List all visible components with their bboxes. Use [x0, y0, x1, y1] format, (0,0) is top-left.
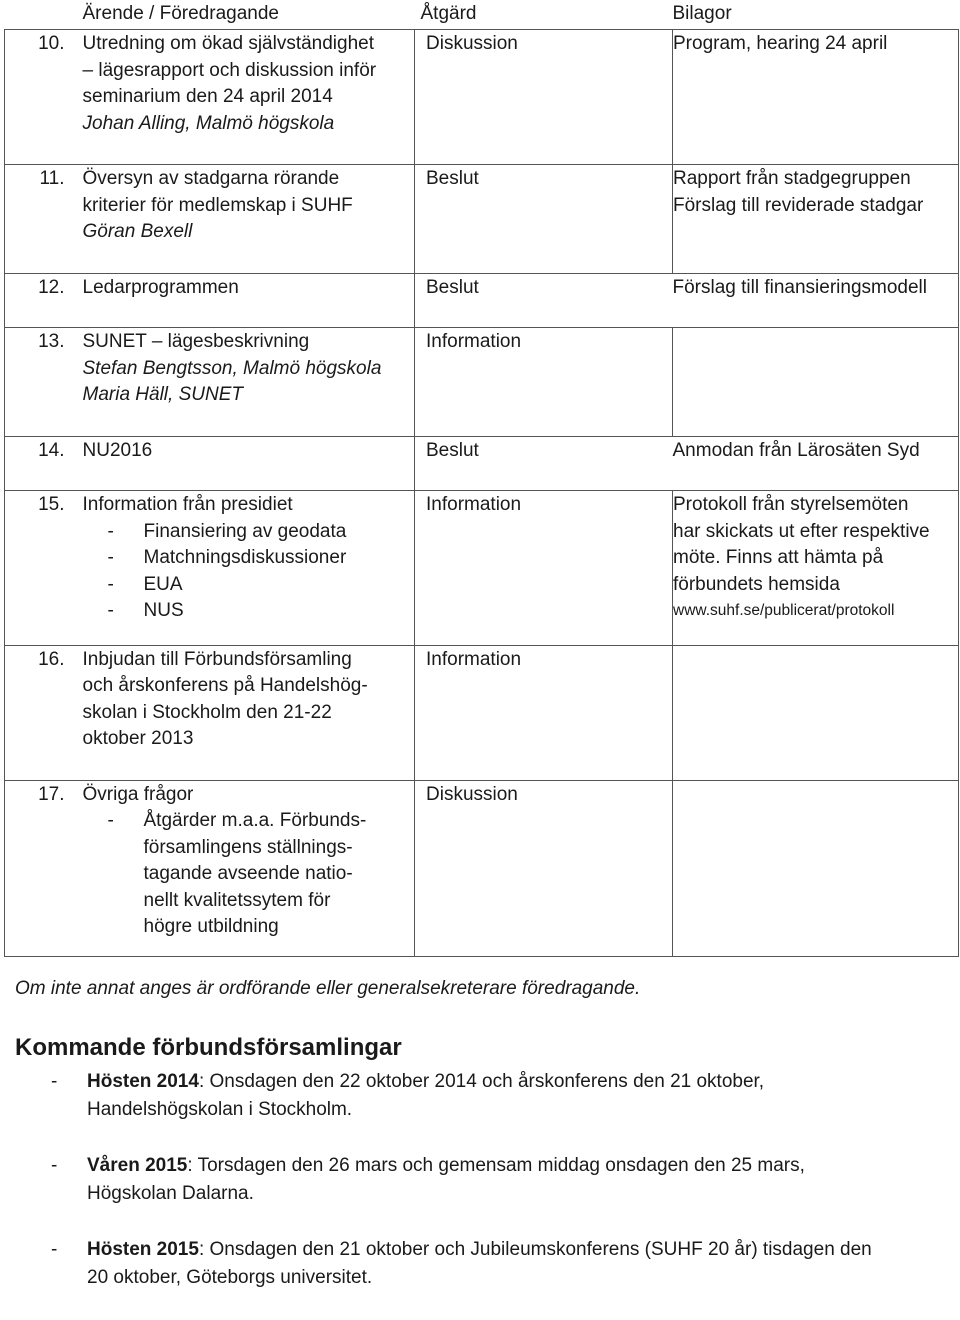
item-attachments	[673, 780, 959, 956]
item-number: 10.	[5, 30, 73, 165]
item-attachments	[673, 165, 959, 274]
item-title	[73, 645, 415, 780]
attachment-line: har skickats ut efter respektive	[673, 520, 930, 542]
item-attachments	[673, 328, 959, 437]
item-action: Diskussion	[415, 780, 673, 956]
table-row	[5, 30, 959, 165]
table-row	[5, 491, 959, 646]
attachment-line: förbundets hemsida	[673, 573, 840, 595]
title-line: Översyn av stadgarna rörande	[82, 168, 340, 189]
attachment-link[interactable]: www.suhf.se/publicerat/protokoll	[673, 602, 895, 619]
item-action: Information	[415, 645, 673, 780]
title-line: Information från presidiet	[82, 494, 293, 515]
table-row	[5, 436, 959, 491]
item-title	[73, 328, 415, 437]
presenter: Johan Alling, Malmö högskola	[82, 112, 335, 134]
presenter: Göran Bexell	[82, 221, 193, 242]
header-attachments: Bilagor	[673, 0, 959, 30]
item-action: Beslut	[415, 165, 673, 274]
bullet-item: - Finansiering av geodata	[107, 520, 347, 542]
item-action: Beslut	[415, 436, 673, 491]
agenda-table	[4, 0, 959, 957]
item-attachments: Anmodan från Lärosäten Syd	[673, 436, 959, 491]
item-title: Ledarprogrammen	[73, 273, 415, 328]
header-num	[5, 0, 73, 30]
item-title	[73, 491, 415, 646]
item-attachments: Förslag till finansieringsmodell	[673, 273, 959, 328]
item-number: 15.	[5, 491, 73, 646]
item-number: 16.	[5, 645, 73, 780]
title-line: kriterier för medlemskap i SUHF	[82, 194, 353, 216]
bullet-item: - NUS	[107, 600, 184, 621]
bullet-list	[83, 519, 415, 625]
title-line: Övriga frågor	[82, 783, 194, 805]
item-attachments	[673, 30, 959, 165]
item-action: Beslut	[415, 273, 673, 328]
item-action: Information	[415, 328, 673, 437]
attachment-line: Förslag till reviderade stadgar	[673, 194, 924, 216]
meeting-item: - Våren 2015: Torsdagen den 26 mars och gemensam middag onsdagen den 25 mars, Högskolan Dalarna.	[51, 1155, 805, 1204]
attachment-line: Rapport från stadgegruppen	[673, 168, 911, 189]
meeting-item: - Hösten 2014: Onsdagen den 22 oktober 2014 och årskonferens den 21 oktober, Handelshögskolan i Stockholm.	[51, 1071, 765, 1120]
item-title: NU2016	[73, 436, 415, 491]
presenter: Stefan Bengtsson, Malmö högskola	[82, 357, 382, 379]
title-line: oktober 2013	[82, 728, 194, 749]
title-line: seminarium den 24 april 2014	[82, 86, 333, 107]
item-attachments	[673, 645, 959, 780]
header-action: Åtgärd	[415, 0, 673, 30]
title-line: och årskonferens på Handelshög-	[82, 675, 368, 696]
item-action: Information	[415, 491, 673, 646]
title-line: Inbjudan till Förbundsförsamling	[82, 648, 352, 670]
item-attachments	[673, 491, 959, 646]
title-line: SUNET – lägesbeskrivning	[82, 331, 310, 352]
item-number: 11.	[5, 165, 73, 274]
meeting-label: Hösten 2015	[87, 1239, 199, 1260]
title-line: Utredning om ökad självständighet	[82, 33, 375, 54]
table-row	[5, 273, 959, 328]
table-row	[5, 328, 959, 437]
item-number: 14.	[5, 436, 73, 491]
item-title	[73, 30, 415, 165]
table-row	[5, 780, 959, 956]
meeting-label: Våren 2015	[87, 1155, 188, 1176]
bullet-item: - Åtgärder m.a.a. Förbunds- församlingens ställnings- tagande avseende natio- nellt kvalitetssytem för högre utbildning	[107, 810, 367, 937]
item-number: 17.	[5, 780, 73, 956]
header-row	[5, 0, 959, 30]
attachment-line: möte. Finns att hämta på	[673, 547, 884, 568]
item-number: 12.	[5, 273, 73, 328]
item-title	[73, 165, 415, 274]
footnote: Om inte annat anges är ordförande eller generalsekreterare föredragande.	[15, 978, 641, 999]
item-title	[73, 780, 415, 956]
attachment-line: Program, hearing 24 april	[673, 33, 888, 54]
header-title: Ärende / Föredragande	[73, 0, 415, 30]
title-line: – lägesrapport och diskussion inför	[82, 59, 377, 81]
section-heading: Kommande förbundsförsamlingar	[15, 1034, 402, 1061]
bullet-item: - Matchningsdiskussioner	[107, 547, 347, 568]
item-number: 13.	[5, 328, 73, 437]
table-row	[5, 165, 959, 274]
bullet-item: - EUA	[107, 573, 183, 595]
attachment-line: Protokoll från styrelsemöten	[673, 494, 909, 515]
meeting-label: Hösten 2014	[87, 1071, 199, 1092]
meetings-list	[0, 1068, 960, 1320]
title-line: skolan i Stockholm den 21-22	[82, 701, 332, 723]
table-row	[5, 645, 959, 780]
item-action: Diskussion	[415, 30, 673, 165]
meeting-item: - Hösten 2015: Onsdagen den 21 oktober och Jubileumskonferens (SUHF 20 år) tisdagen den 20 oktober, Göteborgs universitet.	[51, 1239, 872, 1288]
presenter: Maria Häll, SUNET	[82, 384, 243, 405]
